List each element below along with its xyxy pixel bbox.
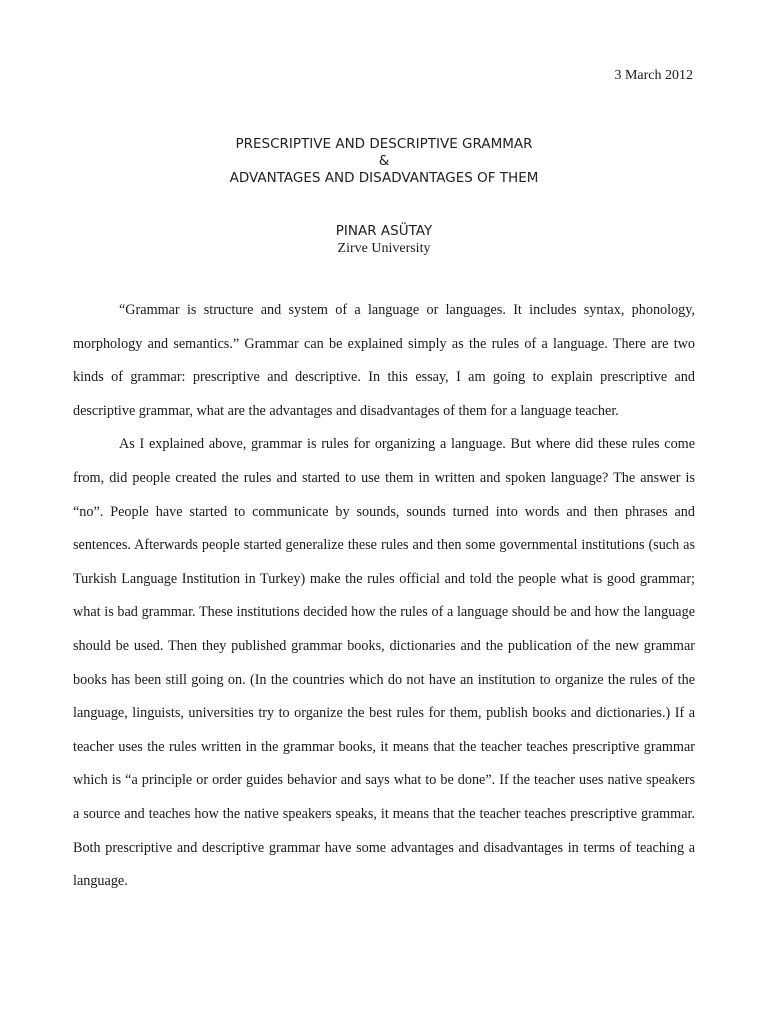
title-line-1: PRESCRIPTIVE AND DESCRIPTIVE GRAMMAR [235, 136, 533, 152]
title-ampersand: & [378, 153, 390, 169]
author-name: PINAR ASÜTAY [335, 223, 433, 239]
title-block [73, 136, 695, 187]
title-line-2: ADVANTAGES AND DISADVANTAGES OF THEM [229, 170, 539, 186]
paragraph-1: “Grammar is structure and system of a language or languages. It includes syntax, phonology, morphology and semantics.” Grammar can be explained simply as the rules of a language. There are two kinds of grammar: prescriptive and descriptive. In this essay, I am going to explain prescriptive and descriptive grammar, what are the advantages and disadvantages of them for a language teacher. [73, 302, 695, 419]
author-affiliation: Zirve University [337, 241, 431, 256]
date: 3 March 2012 [614, 68, 693, 83]
paragraph-2: As I explained above, grammar is rules for organizing a language. But where did these rules come from, did people created the rules and started to use them in written and spoken language? The answer is “no”. People have started to communicate by sounds, sounds turned into words and then phrases and sentences. Afterwards people started generalize these rules and then some governmental institutions (such as Turkish Language Institution in Turkey) make the rules official and told the people what is good grammar; what is bad grammar. These institutions decided how the rules of a language should be and how the language should be used. Then they published grammar books, dictionaries and the publication of the new grammar books has been still going on. (In the countries which do not have an institution to organize the rules of the language, linguists, universities try to organize the best rules for them, publish books and dictionaries.) If a teacher uses the rules written in the grammar books, it means that the teacher teaches prescriptive grammar which is “a principle or order guides behavior and says what to be done”. If the teacher uses native speakers a source and teaches how the native speakers speaks, it means that the teacher teaches prescriptive grammar. Both prescriptive and descriptive grammar have some advantages and disadvantages in terms of teaching a language. [73, 436, 695, 890]
author-block [73, 223, 695, 258]
essay-body [73, 294, 695, 899]
